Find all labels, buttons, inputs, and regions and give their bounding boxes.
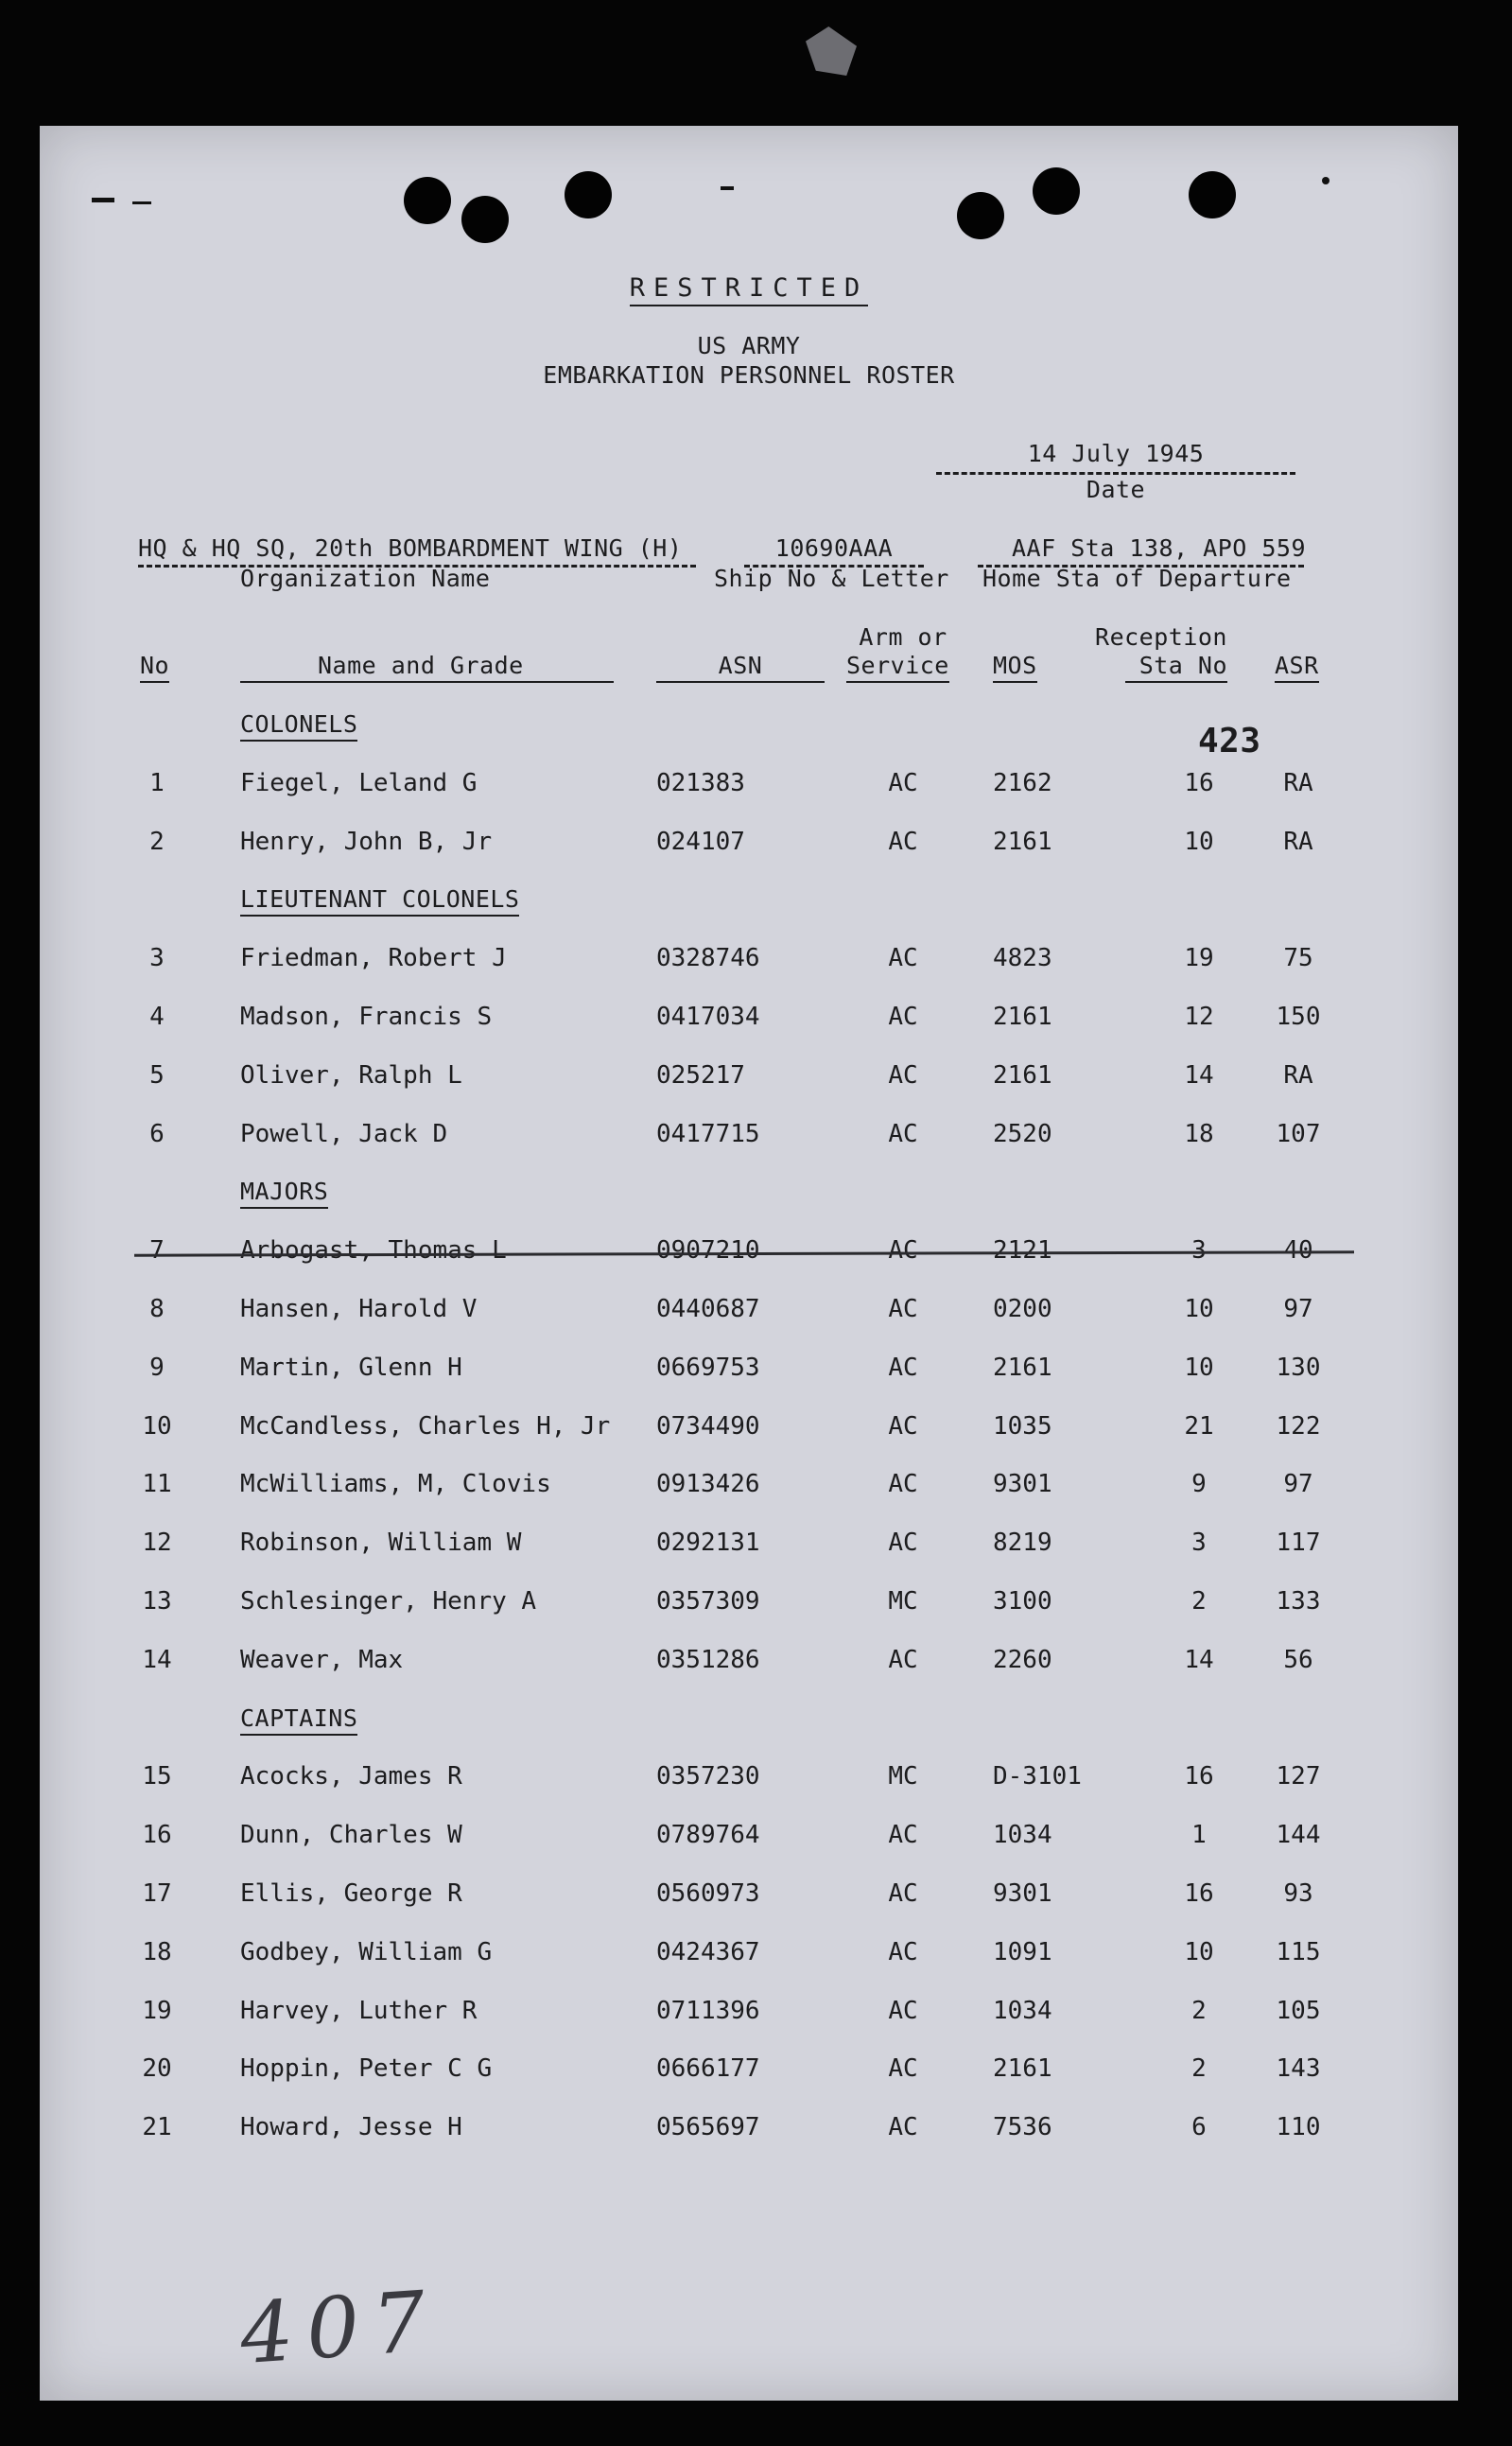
row-arm-service: AC — [888, 2054, 918, 2084]
col-header-no: No — [140, 652, 169, 683]
organization-label: Organization Name — [240, 565, 491, 592]
row-asr: 75 — [1283, 944, 1313, 973]
col-header-mos: MOS — [993, 652, 1037, 683]
row-number: 21 — [142, 2113, 172, 2142]
row-reception-sta: 3 — [1191, 1236, 1207, 1266]
row-number: 1 — [149, 768, 165, 797]
row-name-grade: Howard, Jesse H — [240, 2113, 462, 2142]
row-name-grade: Madson, Francis S — [240, 1003, 493, 1031]
row-arm-service: AC — [888, 1060, 918, 1090]
row-asr: 115 — [1276, 1937, 1321, 1966]
row-mos: 8219 — [993, 1529, 1052, 1558]
row-reception-sta: 12 — [1184, 1003, 1214, 1031]
row-reception-sta: 10 — [1184, 1295, 1214, 1323]
row-reception-sta: 9 — [1191, 1470, 1207, 1499]
row-reception-sta: 6 — [1191, 2113, 1207, 2142]
row-reception-sta: 16 — [1184, 768, 1214, 797]
row-number: 4 — [149, 1003, 165, 1031]
row-asr: 127 — [1276, 1762, 1321, 1791]
row-asn: 0734490 — [656, 1411, 760, 1441]
row-name-grade: Hoppin, Peter C G — [240, 2054, 493, 2084]
row-reception-sta: 1 — [1191, 1821, 1207, 1850]
row-asn: 0907210 — [656, 1236, 760, 1266]
row-asn: 0328746 — [656, 944, 760, 973]
paper-tab-scrap — [806, 26, 857, 76]
row-reception-sta: 16 — [1184, 1762, 1214, 1791]
row-name-grade: Godbey, William G — [240, 1937, 493, 1966]
ship-value: 10690AAA — [774, 534, 894, 562]
row-number: 11 — [142, 1470, 172, 1499]
row-number: 2 — [149, 827, 165, 856]
row-asn: 0560973 — [656, 1879, 760, 1908]
row-mos: 2161 — [993, 1060, 1052, 1090]
row-arm-service: AC — [888, 1003, 918, 1031]
row-arm-service: AC — [888, 768, 918, 797]
row-number: 18 — [142, 1937, 172, 1966]
row-asr: 117 — [1276, 1529, 1321, 1558]
row-mos: 2260 — [993, 1645, 1052, 1674]
row-mos: 2161 — [993, 827, 1052, 856]
row-number: 20 — [142, 2054, 172, 2084]
ship-label: Ship No & Letter — [714, 565, 949, 592]
row-asn: 0357309 — [656, 1587, 760, 1616]
row-reception-sta: 2 — [1191, 1587, 1207, 1616]
row-name-grade: Henry, John B, Jr — [240, 827, 493, 856]
row-name-grade: Hansen, Harold V — [240, 1295, 478, 1323]
row-asr: 110 — [1276, 2113, 1321, 2142]
row-reception-sta: 3 — [1191, 1529, 1207, 1558]
section-heading: CAPTAINS — [240, 1704, 357, 1736]
row-arm-service: AC — [888, 1119, 918, 1148]
row-asr: 143 — [1276, 2054, 1321, 2084]
org-line: US ARMY — [697, 332, 801, 359]
row-asn: 0357230 — [656, 1762, 760, 1791]
row-asn: 0666177 — [656, 2054, 760, 2084]
row-asn: 0669753 — [656, 1353, 760, 1382]
row-number: 12 — [142, 1529, 172, 1558]
row-asr: 122 — [1276, 1411, 1321, 1441]
row-asn: 0417715 — [656, 1119, 760, 1148]
row-arm-service: AC — [888, 1295, 918, 1323]
row-mos: D-3101 — [993, 1762, 1082, 1791]
date-label: Date — [1086, 476, 1146, 503]
row-reception-sta: 18 — [1184, 1119, 1214, 1148]
row-name-grade: Harvey, Luther R — [240, 1996, 478, 2025]
row-reception-sta: 14 — [1184, 1645, 1214, 1674]
row-number: 9 — [149, 1353, 165, 1382]
row-asr: 150 — [1276, 1003, 1321, 1031]
row-arm-service: MC — [888, 1587, 918, 1616]
handwritten-count-top: 423 — [1198, 722, 1261, 760]
row-mos: 1034 — [993, 1996, 1052, 2025]
row-arm-service: AC — [888, 1879, 918, 1908]
row-name-grade: Arbogast, Thomas L — [240, 1236, 507, 1266]
handwritten-number-bottom: 407 — [236, 2271, 443, 2384]
row-asr: 144 — [1276, 1821, 1321, 1850]
row-mos: 9301 — [993, 1470, 1052, 1499]
row-asr: 105 — [1276, 1996, 1321, 2025]
row-number: 15 — [142, 1762, 172, 1791]
col-header-arm-line1: Arm or — [859, 623, 947, 651]
row-reception-sta: 19 — [1184, 944, 1214, 973]
row-asr: 133 — [1276, 1587, 1321, 1616]
row-mos: 2520 — [993, 1119, 1052, 1148]
col-header-asn: ASN — [718, 652, 763, 679]
row-asr: 97 — [1283, 1470, 1313, 1499]
row-asr: 40 — [1283, 1236, 1313, 1266]
row-reception-sta: 2 — [1191, 1996, 1207, 2025]
row-arm-service: AC — [888, 827, 918, 856]
row-arm-service: AC — [888, 1353, 918, 1382]
row-asn: 0417034 — [656, 1003, 760, 1031]
row-asr: RA — [1283, 827, 1313, 856]
row-asn: 0424367 — [656, 1937, 760, 1966]
row-reception-sta: 2 — [1191, 2054, 1207, 2084]
home-station-value: AAF Sta 138, APO 559 — [1012, 534, 1307, 562]
roster-table — [40, 126, 1458, 2401]
row-mos: 9301 — [993, 1879, 1052, 1908]
row-number: 13 — [142, 1587, 172, 1616]
row-asn: 021383 — [656, 768, 745, 797]
row-name-grade: Powell, Jack D — [240, 1119, 448, 1148]
row-name-grade: Ellis, George R — [240, 1879, 462, 1908]
row-mos: 2161 — [993, 1003, 1052, 1031]
row-asr: 97 — [1283, 1295, 1313, 1323]
row-arm-service: MC — [888, 1762, 918, 1791]
row-arm-service: AC — [888, 1236, 918, 1266]
col-header-arm-line2: Service — [846, 652, 949, 683]
row-asn: 0711396 — [656, 1996, 760, 2025]
row-number: 3 — [149, 944, 165, 973]
row-asr: 130 — [1276, 1353, 1321, 1382]
row-mos: 4823 — [993, 944, 1052, 973]
row-mos: 2161 — [993, 2054, 1052, 2084]
col-header-name: Name and Grade — [318, 652, 524, 679]
row-number: 17 — [142, 1879, 172, 1908]
row-asr: RA — [1283, 768, 1313, 797]
row-asr: 56 — [1283, 1645, 1313, 1674]
section-heading: LIEUTENANT COLONELS — [240, 885, 519, 917]
row-number: 8 — [149, 1295, 165, 1323]
row-asn: 025217 — [656, 1060, 745, 1090]
row-mos: 0200 — [993, 1295, 1052, 1323]
row-name-grade: Oliver, Ralph L — [240, 1060, 462, 1090]
date-value: 14 July 1945 — [1027, 440, 1205, 467]
row-mos: 2121 — [993, 1236, 1052, 1266]
row-asr: RA — [1283, 1060, 1313, 1090]
classification-heading: RESTRICTED — [630, 273, 869, 306]
row-mos: 1091 — [993, 1937, 1052, 1966]
row-name-grade: McWilliams, M, Clovis — [240, 1470, 551, 1499]
row-name-grade: Fiegel, Leland G — [240, 768, 478, 797]
row-number: 7 — [149, 1236, 165, 1266]
row-arm-service: AC — [888, 1996, 918, 2025]
row-mos: 3100 — [993, 1587, 1052, 1616]
row-mos: 1035 — [993, 1411, 1052, 1441]
col-header-reception-line2: Sta No — [1138, 652, 1227, 679]
row-reception-sta: 16 — [1184, 1879, 1214, 1908]
row-name-grade: Robinson, William W — [240, 1529, 522, 1558]
row-arm-service: AC — [888, 1821, 918, 1850]
col-header-reception-line1: Reception — [1095, 623, 1227, 651]
row-reception-sta: 14 — [1184, 1060, 1214, 1090]
row-asn: 024107 — [656, 827, 745, 856]
row-arm-service: AC — [888, 1937, 918, 1966]
row-number: 6 — [149, 1119, 165, 1148]
row-asn: 0292131 — [656, 1529, 760, 1558]
row-asn: 0351286 — [656, 1645, 760, 1674]
row-name-grade: Acocks, James R — [240, 1762, 462, 1791]
row-mos: 7536 — [993, 2113, 1052, 2142]
col-header-asr: ASR — [1275, 652, 1319, 683]
roster-page — [40, 126, 1458, 2401]
row-number: 16 — [142, 1821, 172, 1850]
row-name-grade: Friedman, Robert J — [240, 944, 507, 973]
row-arm-service: AC — [888, 1645, 918, 1674]
row-mos: 1034 — [993, 1821, 1052, 1850]
row-number: 14 — [142, 1645, 172, 1674]
home-station-label: Home Sta of Departure — [982, 565, 1292, 592]
row-name-grade: Martin, Glenn H — [240, 1353, 462, 1382]
row-mos: 2161 — [993, 1353, 1052, 1382]
row-number: 10 — [142, 1411, 172, 1441]
section-heading: MAJORS — [240, 1178, 328, 1209]
row-reception-sta: 10 — [1184, 827, 1214, 856]
organization-value: HQ & HQ SQ, 20th BOMBARDMENT WING (H) — [138, 534, 683, 562]
row-mos: 2162 — [993, 768, 1052, 797]
row-asn: 0440687 — [656, 1295, 760, 1323]
section-heading: COLONELS — [240, 710, 357, 742]
row-reception-sta: 10 — [1184, 1937, 1214, 1966]
row-arm-service: AC — [888, 1529, 918, 1558]
row-reception-sta: 10 — [1184, 1353, 1214, 1382]
row-arm-service: AC — [888, 944, 918, 973]
row-asn: 0565697 — [656, 2113, 760, 2142]
row-name-grade: McCandless, Charles H, Jr — [240, 1411, 611, 1441]
row-asr: 107 — [1276, 1119, 1321, 1148]
row-number: 19 — [142, 1996, 172, 2025]
row-name-grade: Weaver, Max — [240, 1645, 404, 1674]
row-name-grade: Dunn, Charles W — [240, 1821, 462, 1850]
row-asn: 0913426 — [656, 1470, 760, 1499]
row-reception-sta: 21 — [1184, 1411, 1214, 1441]
row-number: 5 — [149, 1060, 165, 1090]
row-arm-service: AC — [888, 2113, 918, 2142]
row-name-grade: Schlesinger, Henry A — [240, 1587, 537, 1616]
row-asr: 93 — [1283, 1879, 1313, 1908]
row-arm-service: AC — [888, 1411, 918, 1441]
row-asn: 0789764 — [656, 1821, 760, 1850]
document-title: EMBARKATION PERSONNEL ROSTER — [543, 361, 955, 389]
row-arm-service: AC — [888, 1470, 918, 1499]
